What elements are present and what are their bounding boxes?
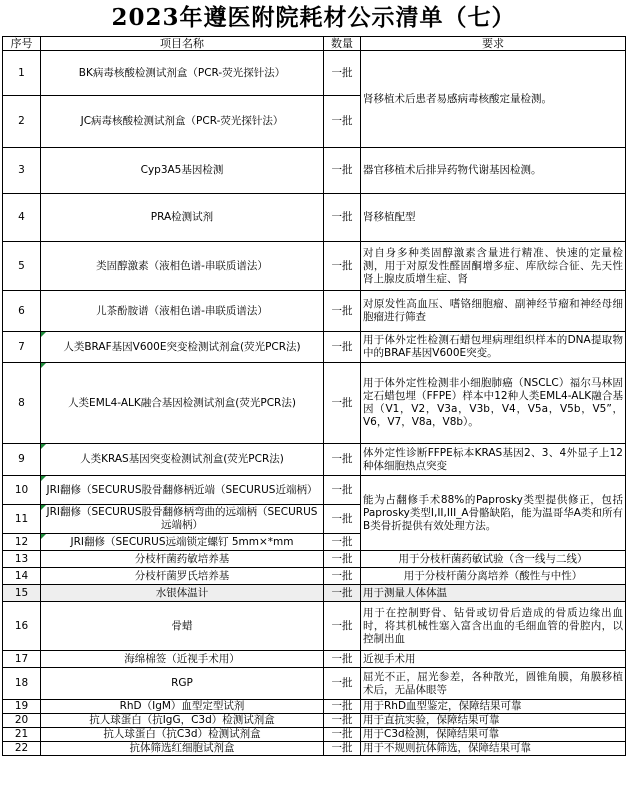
- row-req-merged: 能为占翻修手术88%的Paprosky类型提供修正，包括Paprosky类型I,II,III_A骨骼缺陷，能为温哥华A类和所有B类骨折提供有效处理方法。: [361, 476, 626, 551]
- consumables-table: [2, 36, 626, 756]
- table-row: [3, 242, 626, 291]
- row-name: 骨蜡: [41, 602, 324, 651]
- row-no: 11: [3, 505, 41, 534]
- row-req: 用于测量人体体温: [361, 585, 626, 602]
- table-row: [3, 332, 626, 363]
- row-no: 7: [3, 332, 41, 363]
- row-no: 5: [3, 242, 41, 291]
- row-qty: 一批: [324, 96, 361, 148]
- row-no: 2: [3, 96, 41, 148]
- row-qty: 一批: [324, 651, 361, 668]
- row-name: BK病毒核酸检测试剂盒（PCR-荧光探针法）: [41, 51, 324, 96]
- row-req: 对自身多种类固醇激素含量进行精准、快速的定量检测，用于对原发性醛固酮增多症、库欣综合征、先天性肾上腺皮质增生症、肾: [361, 242, 626, 291]
- row-req: 用于体外定性检测非小细胞肺癌（NSCLC）福尔马林固定石蜡包埋（FFPE）样本中12种人类EML4-ALK融合基因（V1，V2，V3a，V3b，V4，V5a，V5b，V5”，V6，V7，V8a，V8b）。: [361, 363, 626, 444]
- table-row: [3, 194, 626, 242]
- table-row: [3, 444, 626, 476]
- row-qty: 一批: [324, 602, 361, 651]
- row-name: 抗人球蛋白（抗C3d）检测试剂盒: [41, 728, 324, 742]
- row-name: 分枝杆菌药敏培养基: [41, 551, 324, 568]
- row-req: 用于RhD血型鉴定，保障结果可靠: [361, 700, 626, 714]
- row-name: 人类KRAS基因突变检测试剂盒(荧光PCR法): [41, 444, 324, 476]
- table-row: [3, 651, 626, 668]
- row-no: 16: [3, 602, 41, 651]
- row-req: 用于分枝杆菌分离培养（酸性与中性）: [361, 568, 626, 585]
- row-req: 器官移植术后排异药物代谢基因检测。: [361, 148, 626, 194]
- row-no: 12: [3, 534, 41, 551]
- row-qty: 一批: [324, 363, 361, 444]
- header-req: 要求: [361, 37, 626, 51]
- row-name: 类固醇激素（液相色谱-串联质谱法）: [41, 242, 324, 291]
- row-no: 19: [3, 700, 41, 714]
- row-no: 4: [3, 194, 41, 242]
- row-req: 近视手术用: [361, 651, 626, 668]
- row-qty: 一批: [324, 332, 361, 363]
- row-no: 17: [3, 651, 41, 668]
- row-name: 儿茶酚胺谱（液相色谱-串联质谱法）: [41, 291, 324, 332]
- row-req: 用于不规则抗体筛选，保障结果可靠: [361, 742, 626, 756]
- row-req: 屈光不正，屈光参差，各种散光，圆锥角膜，角膜移植术后，无晶体眼等: [361, 668, 626, 700]
- row-name: RhD（IgM）血型定型试剂: [41, 700, 324, 714]
- row-qty: 一批: [324, 291, 361, 332]
- page-title: 2023年遵医附院耗材公示清单（七）: [111, 4, 516, 31]
- row-req: 用于直抗实验，保障结果可靠: [361, 714, 626, 728]
- table-row: [3, 51, 626, 96]
- row-name: 人类BRAF基因V600E突变检测试剂盒(荧光PCR法): [41, 332, 324, 363]
- row-req: 对原发性高血压、嗜铬细胞瘤、副神经节瘤和神经母细胞瘤进行筛查: [361, 291, 626, 332]
- table-row: [3, 568, 626, 585]
- row-qty: 一批: [324, 194, 361, 242]
- table-header-row: [3, 37, 626, 51]
- row-qty: 一批: [324, 551, 361, 568]
- table-row: [3, 551, 626, 568]
- row-name: JC病毒核酸检测试剂盒（PCR-荧光探针法）: [41, 96, 324, 148]
- row-no: 6: [3, 291, 41, 332]
- row-name: 水银体温计: [41, 585, 324, 602]
- row-qty: 一批: [324, 148, 361, 194]
- row-name: JRI翻修（SECURUS股骨翻修柄弯曲的远端柄（SECURUS远端柄）: [41, 505, 324, 534]
- row-req: 肾移植配型: [361, 194, 626, 242]
- row-qty: 一批: [324, 444, 361, 476]
- header-name: 项目名称: [41, 37, 324, 51]
- row-no: 13: [3, 551, 41, 568]
- row-no: 3: [3, 148, 41, 194]
- row-qty: 一批: [324, 742, 361, 756]
- row-name: JRI翻修（SECURUS股骨翻修柄近端（SECURUS近端柄）: [41, 476, 324, 505]
- table-row: [3, 602, 626, 651]
- row-no: 9: [3, 444, 41, 476]
- row-req: 用于分枝杆菌药敏试验（含一线与二线）: [361, 551, 626, 568]
- table-row: [3, 700, 626, 714]
- table-row: [3, 742, 626, 756]
- row-no: 14: [3, 568, 41, 585]
- row-qty: 一批: [324, 534, 361, 551]
- row-no: 21: [3, 728, 41, 742]
- row-qty: 一批: [324, 714, 361, 728]
- row-qty: 一批: [324, 476, 361, 505]
- row-name: PRA检测试剂: [41, 194, 324, 242]
- header-qty: 数量: [324, 37, 361, 51]
- row-name: 分枝杆菌罗氏培养基: [41, 568, 324, 585]
- row-name: 抗人球蛋白（抗IgG，C3d）检测试剂盒: [41, 714, 324, 728]
- table-row: [3, 291, 626, 332]
- header-no: 序号: [3, 37, 41, 51]
- row-qty: 一批: [324, 585, 361, 602]
- row-qty: 一批: [324, 668, 361, 700]
- row-req: 体外定性诊断FFPE标本KRAS基因2、3、4外显子上12种体细胞热点突变: [361, 444, 626, 476]
- row-qty: 一批: [324, 700, 361, 714]
- row-no: 15: [3, 585, 41, 602]
- row-name: Cyp3A5基因检测: [41, 148, 324, 194]
- row-req: 用于在控制野骨、钻骨或切骨后造成的骨质边缘出血时，将其机械性塞入富含出血的毛细血管的骨腔内，以控制出血: [361, 602, 626, 651]
- row-no: 18: [3, 668, 41, 700]
- row-name: JRI翻修（SECURUS远端锁定螺钉 5mm×*mm: [41, 534, 324, 551]
- row-name: 人类EML4-ALK融合基因检测试剂盒(荧光PCR法): [41, 363, 324, 444]
- table-row: [3, 148, 626, 194]
- row-req: 用于体外定性检测石蜡包埋病理组织样本的DNA提取物中的BRAF基因V600E突变。: [361, 332, 626, 363]
- row-no: 8: [3, 363, 41, 444]
- table-row: [3, 728, 626, 742]
- table-row: [3, 585, 626, 602]
- row-no: 10: [3, 476, 41, 505]
- row-qty: 一批: [324, 505, 361, 534]
- row-req-merged: 肾移植术后患者易感病毒核酸定量检测。: [361, 51, 626, 148]
- table-row: [3, 668, 626, 700]
- table-row: [3, 363, 626, 444]
- row-no: 22: [3, 742, 41, 756]
- table-row: [3, 476, 626, 505]
- table-row: [3, 714, 626, 728]
- row-qty: 一批: [324, 568, 361, 585]
- row-no: 1: [3, 51, 41, 96]
- row-name: RGP: [41, 668, 324, 700]
- row-qty: 一批: [324, 728, 361, 742]
- row-qty: 一批: [324, 242, 361, 291]
- row-req: 用于C3d检测，保障结果可靠: [361, 728, 626, 742]
- row-no: 20: [3, 714, 41, 728]
- row-name: 抗体筛选红细胞试剂盒: [41, 742, 324, 756]
- row-name: 海绵棉签（近视手术用）: [41, 651, 324, 668]
- row-qty: 一批: [324, 51, 361, 96]
